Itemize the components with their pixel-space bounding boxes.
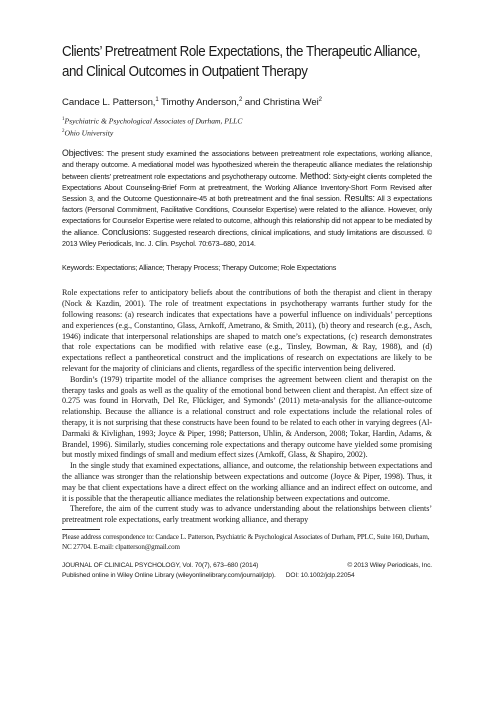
affiliation-1 xyxy=(62,115,432,127)
abstract-conclusions: Suggested research directions, clinical implications, and study limitations are discussed. © 2013 Wiley Periodicals, Inc. J. Clin. Psychol. 70:673–680, 2014. xyxy=(62,227,432,248)
abstract-method: Sixty-eight clients completed the Expectations About Counseling-Brief Form at pretreatment, the Working Alliance Inventory-Short Form Revised after Session 3, and the Outcome Questionnaire-45 at both pretreatment and the final session. xyxy=(62,171,433,204)
abstract-objectives: The present study examined the associations between pretreatment role expectations, working alliance, and therapy outcome. A mediational model was hypothesized wherein the therapeutic alliance mediates the relationship between clients’ pretreatment role expectations and psychotherapy outcome. xyxy=(62,149,432,181)
body-paragraph-3: In the single study that examined expectations, alliance, and outcome, the relationship between expectations and the alliance was stronger than the relationship between expectations and outcome (Joyce & Piper, 1998). Thus, it may be that client expectations have a direct effect on the working alliance and an indirect effect on outcome, and it is possible that the therapeutic alliance mediates the relationship between expectations and outcome. xyxy=(62,461,432,503)
article-body xyxy=(62,288,432,526)
abstract-results-heading: Results: xyxy=(341,193,375,204)
author-1: Candace L. Patterson, xyxy=(62,97,156,109)
author-list xyxy=(62,97,432,108)
affiliation-1-text: Psychiatric & Psychological Associates of Durham, PLLC xyxy=(64,116,243,126)
abstract-results: All 3 expectations factors (Personal Commitment, Facilitative Conditions, Counselor Expertise) were related to the alliance. However, only expectations for Counselor Expertise were related to outcome, although this relationship did not appear to be mediated by the alliance. xyxy=(62,194,432,237)
abstract xyxy=(62,148,432,249)
abstract-method-heading: Method: xyxy=(297,170,331,181)
correspondence-footnote: Please address correspondence to: Candace L. Patterson, Psychiatric & Psychological Associates of Durham, PPLC, Suite 160, Durham, NC 27704. E-mail: clpatterson@gmail.com xyxy=(62,532,430,551)
affiliation-1-marker: 1 xyxy=(62,117,65,123)
article-title xyxy=(62,42,435,82)
affiliation-2-text: Ohio University xyxy=(64,128,114,138)
keywords: Keywords: Expectations; Alliance; Therapy Process; Therapy Outcome; Role Expectations xyxy=(62,263,337,273)
author-2: Timothy Anderson, xyxy=(158,97,239,109)
title-line-2: and Clinical Outcomes in Outpatient Therapy xyxy=(62,64,308,80)
abstract-objectives-heading: Objectives: xyxy=(62,148,104,159)
author-3: and Christina Wei xyxy=(242,97,319,109)
footnote-rule xyxy=(62,529,100,530)
body-paragraph-1: Role expectations refer to anticipatory beliefs about the contributions of both the therapist and client in therapy (Nock & Kazdin, 2001). The role of treatment expectations in psychotherapy warrants further study for the following reasons: (a) research indicates that expectations have a powerful influence on individuals’ perceptions and experiences (e.g., Constantino, Glass, Arnkoff, Ametrano, & Smith, 2011), (b) theory and research (e.g., Asch, 1946) indicate that interpersonal relationships are shaped to match one’s expectations, (c) research demonstrates that role expectations can be modified with relative ease (e.g., Tinsley, Bowman, & Ray, 1988), and (d) expectations reflect a pantheoretical construct and the implications of research on expectations are likely to be relevant for the majority of clinicians and clients, regardless of the specific intervention being delivered. xyxy=(62,288,432,373)
affiliation-2 xyxy=(62,127,432,139)
author-3-affil: 2 xyxy=(318,97,322,103)
affiliation-2-marker: 2 xyxy=(62,128,65,134)
doi: DOI: 10.1002/jclp.22054 xyxy=(285,571,355,579)
journal-row-1 xyxy=(62,561,432,571)
author-1-affil: 1 xyxy=(155,97,159,103)
online-library-note: Published online in Wiley Online Library (wileyonlinelibrary.com/journal/jclp). xyxy=(62,571,276,579)
title-line-1: Clients’ Pretreatment Role Expectations, the Therapeutic Alliance, xyxy=(62,44,421,60)
affiliations xyxy=(62,115,432,138)
body-paragraph-4: Therefore, the aim of the current study was to advance understanding about the relationships between clients’ pretreatment role expectations, early treatment working alliance, and therapy xyxy=(62,504,432,525)
article-page xyxy=(62,42,432,580)
journal-citation: JOURNAL OF CLINICAL PSYCHOLOGY, Vol. 70(7), 673–680 (2014) xyxy=(62,562,259,570)
body-paragraph-2: Bordin’s (1979) tripartite model of the alliance comprises the agreement between client and therapist on the therapy tasks and goals as well as the quality of the emotional bond between client and therapist. An effect size of 0.275 was found in Horvath, Del Re, Flückiger, and Symonds’ (2011) meta-analysis for the alliance-outcome relationship. Because the alliance is a relational construct and role expectations include the relational roles of therapy, it is not surprising that these constructs have been found to be related to each other in varying degrees (Al-Darmaki & Kivlighan, 1993; Joyce & Piper, 1998; Patterson, Uhlin, & Anderson, 2008; Tokar, Hardin, Adams, & Brandel, 1996). Similarly, studies concerning role expectations and therapy outcome have yielded some promising but mostly mixed findings of small and medium effect sizes (Arnkoff, Glass, & Shapiro, 2002). xyxy=(62,374,432,460)
journal-footer xyxy=(62,561,432,580)
journal-row-2 xyxy=(62,571,432,581)
journal-online-group xyxy=(62,571,355,581)
author-2-affil: 2 xyxy=(238,97,243,103)
copyright: © 2013 Wiley Periodicals, Inc. xyxy=(347,562,432,570)
abstract-conclusions-heading: Conclusions: xyxy=(99,226,151,237)
